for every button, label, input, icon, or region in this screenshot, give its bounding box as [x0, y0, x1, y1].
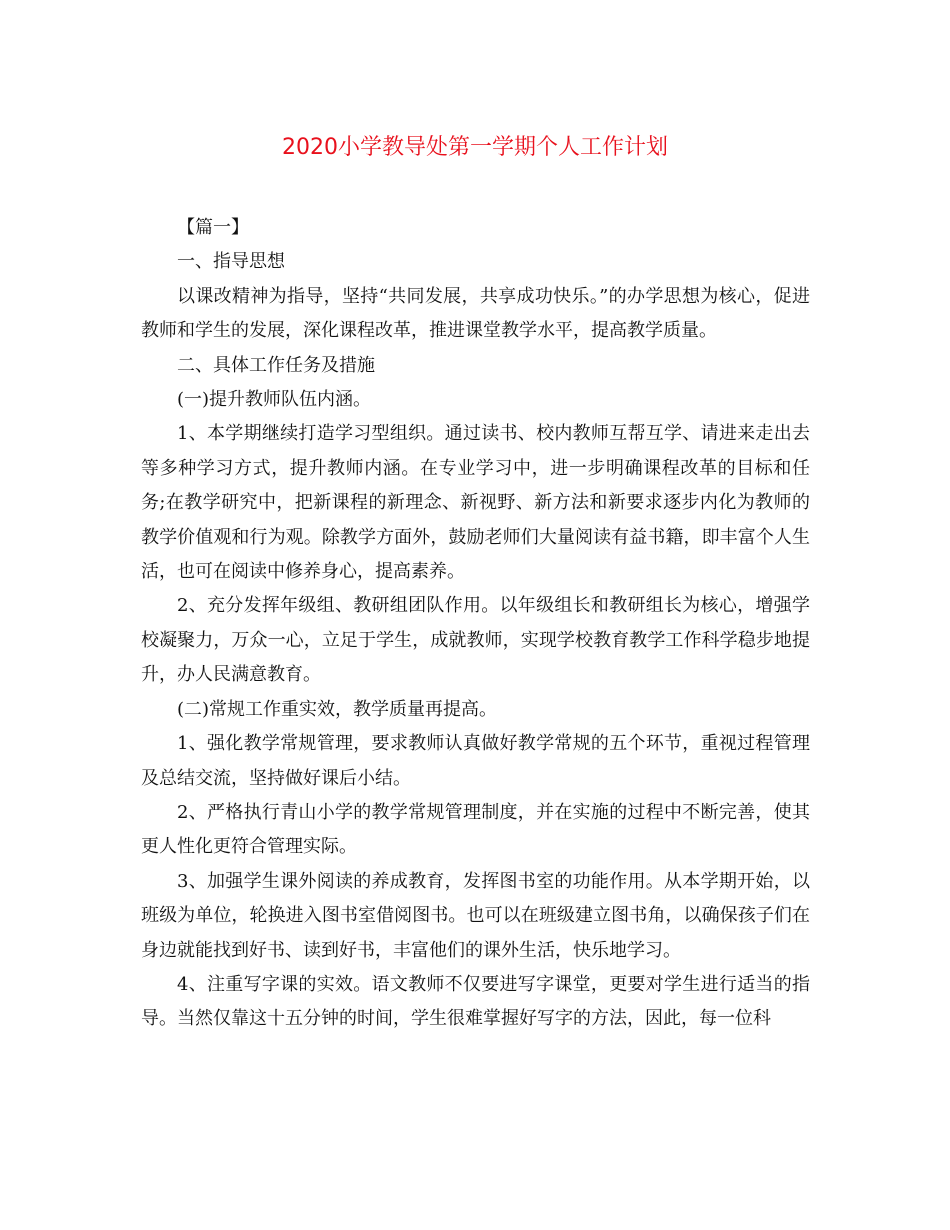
- section-heading-tasks-and-measures: 二、具体工作任务及措施: [177, 354, 375, 376]
- subheading-teacher-team: (一)提升教师队伍内涵。: [177, 389, 372, 411]
- document-title: 2020小学教导处第一学期个人工作计划: [282, 135, 668, 160]
- subheading-routine-work: (二)常规工作重实效，教学质量再提高。: [177, 698, 498, 720]
- paragraph-writing-class: 4、注重写字课的实效。语文教师不仅要进写字课堂，更要对学生进行适当的指导。当然仅靠这十五分钟的时间，学生很难掌握好写字的方法，因此，每一位科: [141, 973, 810, 1030]
- paragraph-extracurricular-reading: 3、加强学生课外阅读的养成教育，发挥图书室的功能作用。从本学期开始，以班级为单位，轮换进入图书室借阅图书。也可以在班级建立图书角，以确保孩子们在身边就能找到好书、读到好书，丰富他们的课外生活，快乐地学习。: [141, 870, 810, 961]
- paragraph-grade-groups: 2、充分发挥年级组、教研组团队作用。以年级组长和教研组长为核心，增强学校凝聚力，万众一心，立足于学生，成就教师，实现学校教育教学工作科学稳步地提升，办人民满意教育。: [141, 595, 810, 686]
- section-heading-part-one: 【篇一】: [177, 217, 249, 238]
- document-body: [141, 211, 810, 1037]
- paragraph-management-system: 2、严格执行青山小学的教学常规管理制度，并在实施的过程中不断完善，使其更人性化更符合管理实际。: [141, 801, 810, 858]
- paragraph-learning-organization: 1、本学期继续打造学习型组织。通过读书、校内教师互帮互学、请进来走出去等多种学习方式，提升教师内涵。在专业学习中，进一步明确课程改革的目标和任务;在教学研究中，把新课程的新理念、新视野、新方法和新要求逐步内化为教师的教学价值观和行为观。除教学方面外，鼓励老师们大量阅读有益书籍，即丰富个人生活，也可在阅读中修养身心，提高素养。: [141, 423, 810, 583]
- section-heading-guiding-ideology: 一、指导思想: [177, 251, 285, 273]
- paragraph-guiding-ideology: 以课改精神为指导，坚持“共同发展，共享成功快乐。”的办学思想为核心，促进教师和学生的发展，深化课程改革，推进课堂教学水平，提高教学质量。: [141, 285, 810, 342]
- paragraph-teaching-routine: 1、强化教学常规管理，要求教师认真做好教学常规的五个环节，重视过程管理及总结交流，坚持做好课后小结。: [141, 733, 810, 789]
